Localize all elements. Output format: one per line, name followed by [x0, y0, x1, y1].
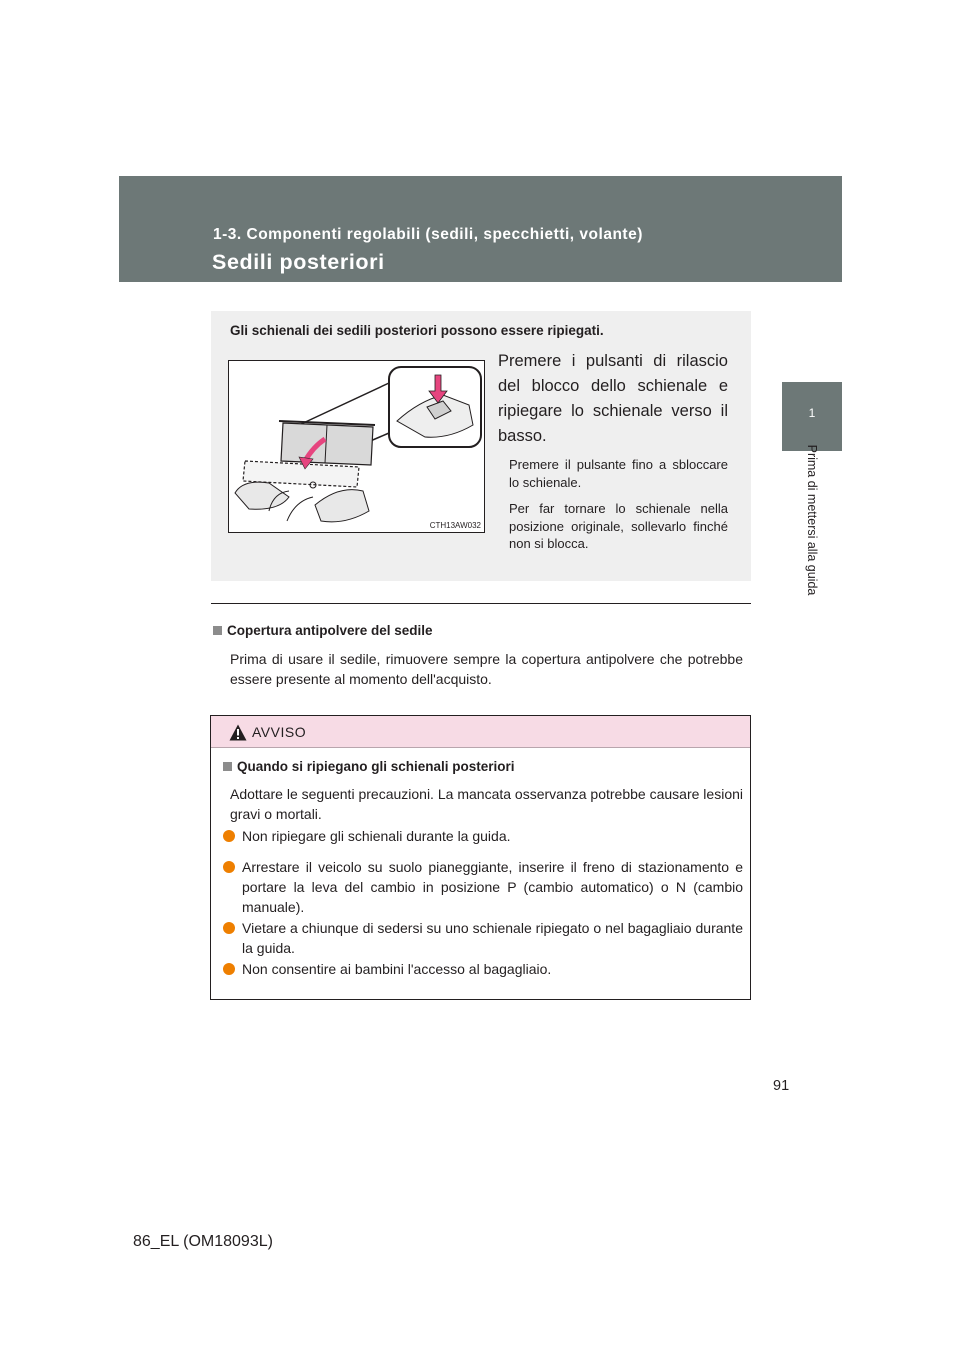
orange-dot-icon	[223, 830, 235, 842]
square-bullet-icon	[213, 626, 222, 635]
orange-dot-icon	[223, 861, 235, 873]
manual-code: 86_EL (OM18093L)	[133, 1233, 273, 1250]
dust-cover-heading	[213, 623, 433, 638]
intro-heading: Gli schienali dei sedili posteriori possono essere ripiegati.	[230, 323, 604, 338]
warning-label: AVVISO	[252, 724, 307, 740]
illustration-code: CTH13AW032	[429, 521, 481, 530]
section-title: 1-3. Componenti regolabili (sedili, specchietti, volante)	[213, 226, 643, 243]
warning-header	[211, 716, 750, 748]
section-divider	[211, 603, 751, 604]
dust-cover-heading-text: Copertura antipolvere del sedile	[227, 623, 433, 638]
chapter-label: Prima di mettersi alla guida	[805, 444, 819, 596]
page-title: Sedili posteriori	[212, 250, 385, 274]
instruction-main: Premere i pulsanti di rilascio del blocco dello schienale e ripiegare lo schienale verso il basso.	[498, 352, 728, 445]
instruction-note-return: Per far tornare lo schienale nella posizione originale, sollevarlo finché non si blocca.	[509, 501, 728, 551]
page-number: 91	[773, 1078, 790, 1094]
instruction-note-unlock: Premere il pulsante fino a sbloccare lo schienale.	[509, 457, 728, 490]
warning-heading	[223, 759, 515, 774]
chapter-number: 1	[808, 406, 816, 420]
square-bullet-icon	[223, 762, 232, 771]
warning-box	[210, 715, 751, 1000]
warning-triangle-icon	[229, 724, 247, 741]
orange-dot-icon	[223, 922, 235, 934]
intro-box	[211, 311, 751, 581]
warning-item: Non ripiegare gli schienali durante la guida.	[223, 826, 743, 846]
warning-text: Adottare le seguenti precauzioni. La mancata osservanza potrebbe causare lesioni gravi o mortali.	[230, 786, 743, 822]
warning-heading-text: Quando si ripiegano gli schienali posteriori	[237, 759, 515, 774]
rear-seat-fold-drawing	[229, 361, 486, 534]
warning-item: Non consentire ai bambini l'accesso al bagagliaio.	[223, 959, 743, 979]
orange-dot-icon	[223, 963, 235, 975]
seat-illustration	[228, 360, 485, 533]
dust-cover-text: Prima di usare il sedile, rimuovere sempre la copertura antipolvere che potrebbe essere presente al momento dell'acquisto.	[230, 651, 743, 687]
warning-item: Vietare a chiunque di sedersi su uno schienale ripiegato o nel bagagliaio durante la guida.	[223, 918, 743, 958]
warning-item: Arrestare il veicolo su suolo pianeggiante, inserire il freno di stazionamento e portare la leva del cambio in posizione P (cambio automatico) o N (cambio manuale).	[223, 857, 743, 917]
